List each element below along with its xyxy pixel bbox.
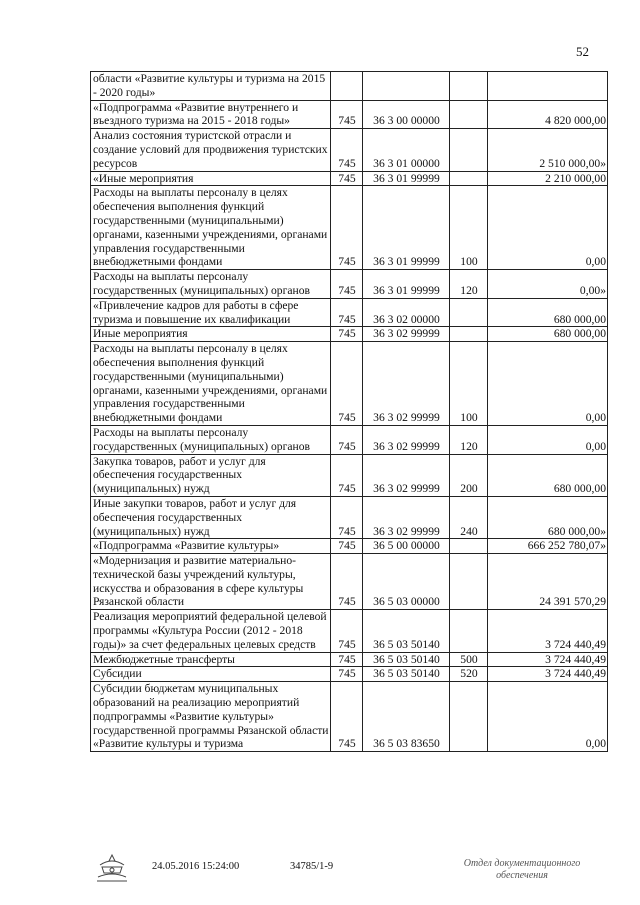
row-code-cell: 36 3 02 99999 (363, 327, 450, 342)
row-dept-cell: 745 (331, 186, 363, 270)
row-dept-cell: 745 (331, 270, 363, 299)
table-row (91, 171, 608, 186)
row-dept-cell: 745 (331, 327, 363, 342)
row-code-cell: 36 5 00 00000 (363, 539, 450, 554)
row-type-cell (450, 100, 488, 129)
table-row (91, 129, 608, 171)
row-amount-cell: 3 724 440,49 (488, 667, 608, 682)
row-amount-cell: 0,00 (488, 425, 608, 454)
row-amount-cell: 4 820 000,00 (488, 100, 608, 129)
row-amount-cell: 2 510 000,00» (488, 129, 608, 171)
row-code-cell: 36 3 00 00000 (363, 100, 450, 129)
row-code-cell: 36 3 02 99999 (363, 425, 450, 454)
table-row (91, 496, 608, 538)
row-name-cell: Закупка товаров, работ и услуг для обеспечения государственных (муниципальных) нужд (91, 454, 331, 496)
row-code-cell: 36 5 03 83650 (363, 682, 450, 752)
row-type-cell (450, 682, 488, 752)
row-dept-cell (331, 72, 363, 101)
row-code-cell: 36 5 03 50140 (363, 652, 450, 667)
row-dept-cell: 745 (331, 171, 363, 186)
table-row (91, 425, 608, 454)
row-amount-cell: 680 000,00 (488, 298, 608, 327)
row-type-cell (450, 298, 488, 327)
table-row (91, 682, 608, 752)
table-row (91, 667, 608, 682)
table-row (91, 554, 608, 610)
row-type-cell: 520 (450, 667, 488, 682)
row-name-cell: Иные закупки товаров, работ и услуг для обеспечения государственных (муниципальных) нужд (91, 496, 331, 538)
row-name-cell: Расходы на выплаты персоналу в целях обеспечения выполнения функций государственными (муниципальными) органами, казенными учреждениями, органами управления государственными внебюджетными фондами (91, 342, 331, 426)
row-code-cell: 36 3 01 00000 (363, 129, 450, 171)
table-row (91, 454, 608, 496)
row-code-cell: 36 5 03 50140 (363, 610, 450, 652)
row-dept-cell: 745 (331, 652, 363, 667)
row-name-cell: Реализация мероприятий федеральной целевой программы «Культура России (2012 - 2018 годы)» за счет федеральных целевых средств (91, 610, 331, 652)
row-dept-cell: 745 (331, 554, 363, 610)
row-code-cell: 36 3 02 99999 (363, 342, 450, 426)
row-name-cell: Межбюджетные трансферты (91, 652, 331, 667)
row-code-cell: 36 3 02 99999 (363, 454, 450, 496)
row-dept-cell: 745 (331, 539, 363, 554)
table-row (91, 652, 608, 667)
table-row (91, 610, 608, 652)
table-row (91, 100, 608, 129)
row-amount-cell: 0,00 (488, 186, 608, 270)
row-code-cell: 36 3 02 99999 (363, 496, 450, 538)
row-name-cell: «Подпрограмма «Развитие внутреннего и въездного туризма на 2015 - 2018 годы» (91, 100, 331, 129)
row-name-cell: Расходы на выплаты персоналу государственных (муниципальных) органов (91, 425, 331, 454)
row-amount-cell (488, 72, 608, 101)
table-row (91, 298, 608, 327)
row-type-cell (450, 171, 488, 186)
row-amount-cell: 680 000,00 (488, 327, 608, 342)
row-amount-cell: 0,00» (488, 270, 608, 299)
row-name-cell: «Привлечение кадров для работы в сфере туризма и повышение их квалификации (91, 298, 331, 327)
row-amount-cell: 24 391 570,29 (488, 554, 608, 610)
row-type-cell (450, 72, 488, 101)
row-name-cell: Субсидии (91, 667, 331, 682)
row-dept-cell: 745 (331, 129, 363, 171)
row-amount-cell: 0,00 (488, 682, 608, 752)
table-row (91, 270, 608, 299)
footer-date: 24.05.2016 15:24:00 (152, 861, 240, 872)
emblem-stamp-icon (94, 853, 130, 885)
row-amount-cell: 2 210 000,00 (488, 171, 608, 186)
row-name-cell: «Модернизация и развитие материально-технической базы учреждений культуры, искусства и образования в сфере культуры Рязанской области (91, 554, 331, 610)
row-dept-cell: 745 (331, 496, 363, 538)
row-dept-cell: 745 (331, 342, 363, 426)
row-amount-cell: 680 000,00» (488, 496, 608, 538)
page-number: 52 (576, 44, 589, 59)
row-type-cell (450, 129, 488, 171)
row-dept-cell: 745 (331, 610, 363, 652)
row-name-cell: Расходы на выплаты персоналу государственных (муниципальных) органов (91, 270, 331, 299)
row-dept-cell: 745 (331, 100, 363, 129)
row-amount-cell: 3 724 440,49 (488, 610, 608, 652)
row-type-cell (450, 610, 488, 652)
row-name-cell: Расходы на выплаты персоналу в целях обеспечения выполнения функций государственными (муниципальными) органами, казенными учреждениями, органами управления государственными внебюджетными фондами (91, 186, 331, 270)
row-name-cell: «Иные мероприятия (91, 171, 331, 186)
row-name-cell: «Подпрограмма «Развитие культуры» (91, 539, 331, 554)
row-amount-cell: 3 724 440,49 (488, 652, 608, 667)
table-row (91, 342, 608, 426)
row-code-cell (363, 72, 450, 101)
budget-table-body (91, 72, 608, 752)
row-code-cell: 36 3 01 99999 (363, 186, 450, 270)
row-type-cell: 200 (450, 454, 488, 496)
row-type-cell: 240 (450, 496, 488, 538)
table-row (91, 539, 608, 554)
row-code-cell: 36 3 02 00000 (363, 298, 450, 327)
row-name-cell: Субсидии бюджетам муниципальных образований на реализацию мероприятий подпрограммы «Развитие культуры» государственной программы Рязанской области «Развитие культуры и туризма (91, 682, 331, 752)
row-type-cell: 120 (450, 425, 488, 454)
row-dept-cell: 745 (331, 454, 363, 496)
table-row (91, 327, 608, 342)
row-type-cell: 500 (450, 652, 488, 667)
row-code-cell: 36 5 03 50140 (363, 667, 450, 682)
row-type-cell (450, 327, 488, 342)
footer-doc-number: 34785/1-9 (290, 861, 334, 872)
row-dept-cell: 745 (331, 425, 363, 454)
table-row (91, 72, 608, 101)
row-amount-cell: 0,00 (488, 342, 608, 426)
row-code-cell: 36 3 01 99999 (363, 270, 450, 299)
row-type-cell (450, 554, 488, 610)
department-stamp-text: Отдел документационного обеспечения (463, 858, 581, 881)
row-amount-cell: 666 252 780,07» (488, 539, 608, 554)
budget-table (90, 71, 608, 752)
row-code-cell: 36 5 03 00000 (363, 554, 450, 610)
row-dept-cell: 745 (331, 298, 363, 327)
row-amount-cell: 680 000,00 (488, 454, 608, 496)
row-type-cell (450, 539, 488, 554)
row-dept-cell: 745 (331, 667, 363, 682)
row-code-cell: 36 3 01 99999 (363, 171, 450, 186)
row-name-cell: Иные мероприятия (91, 327, 331, 342)
row-name-cell: области «Развитие культуры и туризма на 2015 - 2020 годы» (91, 72, 331, 101)
row-name-cell: Анализ состояния туристской отрасли и создание условий для продвижения туристских ресурсов (91, 129, 331, 171)
row-type-cell: 120 (450, 270, 488, 299)
row-type-cell: 100 (450, 342, 488, 426)
row-dept-cell: 745 (331, 682, 363, 752)
row-type-cell: 100 (450, 186, 488, 270)
table-row (91, 186, 608, 270)
